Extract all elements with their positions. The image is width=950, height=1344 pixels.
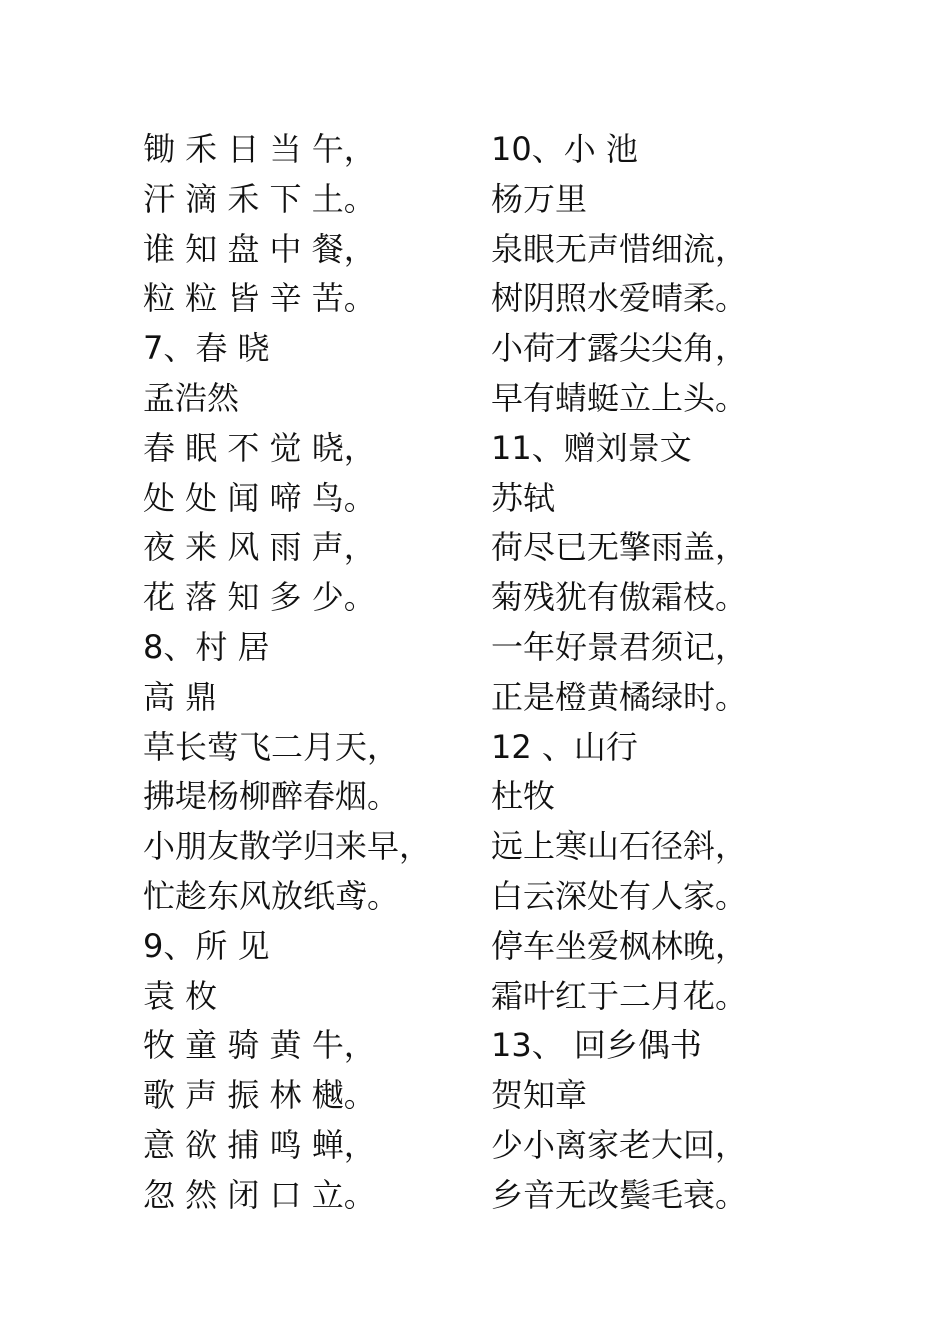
poem-author: 袁 枚 <box>143 976 218 1015</box>
poem-line: 牧 童 骑 黄 牛， <box>143 1026 376 1065</box>
poem-line: 草长莺飞二月天， <box>143 727 400 766</box>
poem-line: 远上寒山石径斜， <box>491 827 748 866</box>
poem-line: 停车坐爱枫林晚， <box>491 926 748 965</box>
poem-title: 9、所 见 <box>143 926 270 965</box>
poem-line: 拂堤杨柳醉春烟。 <box>143 777 400 816</box>
poem-line: 正是橙黄橘绿时。 <box>491 677 748 716</box>
poem-line: 汗 滴 禾 下 土。 <box>143 179 376 218</box>
poem-line: 春 眠 不 觉 晓， <box>143 428 376 467</box>
poem-author: 高 鼎 <box>143 677 218 716</box>
poem-line: 夜 来 风 雨 声， <box>143 528 376 567</box>
poem-line: 少小离家老大回， <box>491 1125 748 1164</box>
poem-line: 忙趁东风放纸鸢。 <box>143 876 400 915</box>
poem-line: 霜叶红于二月花。 <box>491 976 748 1015</box>
poem-line: 一年好景君须记， <box>491 627 748 666</box>
poem-title: 12 、山行 <box>491 727 638 766</box>
poem-title: 7、春 晓 <box>143 329 270 368</box>
poem-line: 白云深处有人家。 <box>491 876 748 915</box>
poem-title: 13、 回乡偶书 <box>491 1026 702 1065</box>
right-poem-column <box>491 125 911 1221</box>
poem-line: 乡音无改鬓毛衰。 <box>491 1175 748 1214</box>
poem-line: 歌 声 振 林 樾。 <box>143 1076 376 1115</box>
poem-line: 树阴照水爱晴柔。 <box>491 279 748 318</box>
poem-author: 苏轼 <box>491 478 556 517</box>
poem-title: 11、赠刘景文 <box>491 428 692 467</box>
poem-author: 杜牧 <box>491 777 556 816</box>
poem-line: 忽 然 闭 口 立。 <box>143 1175 376 1214</box>
poem-title: 8、村 居 <box>143 627 270 666</box>
poem-line: 处 处 闻 啼 鸟。 <box>143 478 376 517</box>
poem-line: 谁 知 盘 中 餐， <box>143 229 376 268</box>
poem-line: 锄 禾 日 当 午， <box>143 130 376 168</box>
poem-line: 粒 粒 皆 辛 苦。 <box>143 279 376 318</box>
poem-title: 10、小 池 <box>491 130 638 168</box>
poem-author: 孟浩然 <box>143 378 240 417</box>
poem-line: 泉眼无声惜细流， <box>491 229 748 268</box>
poem-line: 小朋友散学归来早， <box>143 827 432 866</box>
poem-line: 小荷才露尖尖角， <box>491 329 748 368</box>
poem-author: 贺知章 <box>491 1076 588 1115</box>
left-poem-column <box>143 125 463 1221</box>
poem-line: 菊残犹有傲霜枝。 <box>491 578 748 617</box>
poem-line: 荷尽已无擎雨盖， <box>491 528 748 567</box>
poem-author: 杨万里 <box>491 179 588 218</box>
poem-line: 花 落 知 多 少。 <box>143 578 376 617</box>
poem-line: 早有蜻蜓立上头。 <box>491 378 748 417</box>
poem-line: 意 欲 捕 鸣 蝉， <box>143 1125 376 1164</box>
